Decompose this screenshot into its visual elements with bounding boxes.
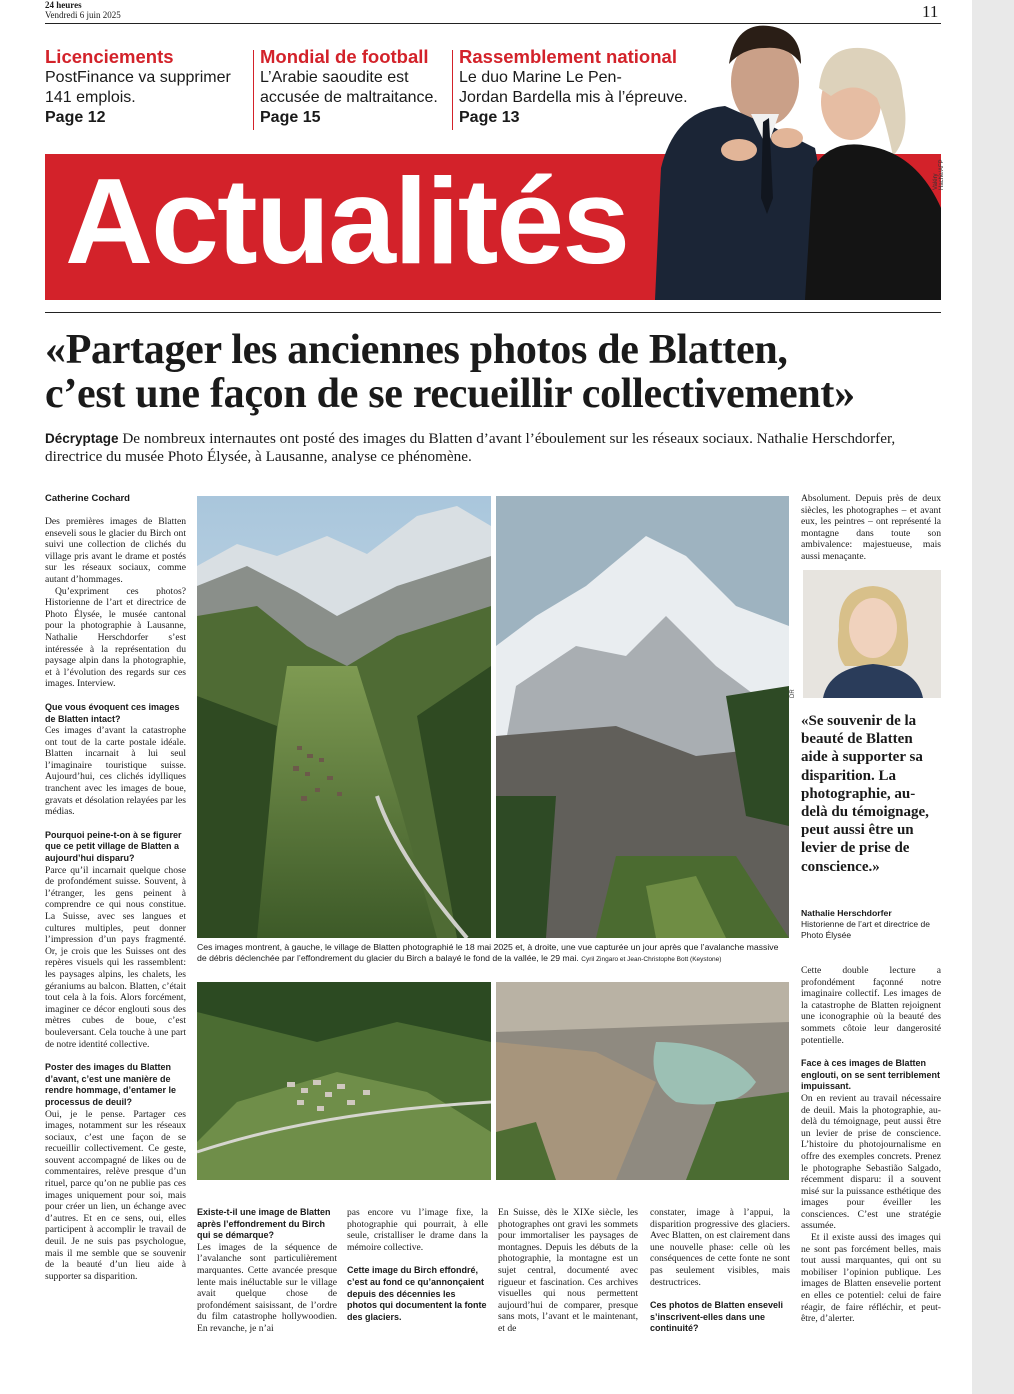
- blatten-before-valley-photo: [197, 496, 491, 938]
- blatten-after-debris-photo: [496, 496, 789, 938]
- article-column-4: [498, 1207, 638, 1335]
- teaser-text: Jordan Bardella mis à l’épreuve.: [459, 89, 688, 106]
- interview-question: Ces photos de Blatten enseveli s’inscrivent-elles dans une continuité?: [650, 1300, 784, 1334]
- paragraph: Qu’expriment ces photos? Historienne de l’art et directrice de Photo Élysée, le musée cantonal pour la photographie à Lausanne, Nathalie Herschdorfer s’est intéressée à la représentation du paysage alpin dans la photographie, et à l’évolution des regards sur ces images. Interview.: [45, 585, 186, 690]
- paragraph: Des premières images de Blatten enseveli sous le glacier du Birch ont suivi une collection de clichés du village pris avant le drame et postés sur les réseaux sociaux, comme autant d’hommages.: [45, 516, 186, 585]
- interview-question: Pourquoi peine-t-on à se figurer que ce petit village de Blatten a aujourd’hui disparu?: [45, 829, 182, 864]
- blatten-aerial-before-photo: [197, 982, 491, 1180]
- teaser-title: Mondial de football: [260, 46, 429, 67]
- article-headline: [45, 328, 855, 416]
- article-column-5: [650, 1207, 790, 1335]
- paragraph: Ces images d’avant la catastrophe ont tout de la carte postale idéale. Blatten incarnait à lui seul l’imaginaire touristique suisse. Aujourd’hui, ces clichés idylliques tranchent avec les images de boue, gravats et désolation relayées par les médias.: [45, 725, 186, 818]
- pull-quote-name: Nathalie Herschdorfer: [801, 908, 892, 918]
- newspaper-name: 24 heures: [45, 0, 82, 10]
- teaser-text: 141 emplois.: [45, 89, 136, 106]
- kicker: Décryptage: [45, 431, 119, 446]
- interview-question: Existe-t-il une image de Blatten après l’effondrement du Birch qui se démarque?: [197, 1207, 331, 1241]
- issue-date: Vendredi 6 juin 2025: [45, 10, 121, 20]
- interview-question: Que vous évoquent ces images de Blatten intact?: [45, 701, 180, 724]
- teaser-title: Licenciements: [45, 46, 174, 67]
- herschdorfer-portrait: [803, 570, 941, 698]
- interview-question: Poster des images du Blatten d’avant, c’est une manière de rendre hommage, d’entamer le processus de deuil?: [45, 1062, 177, 1107]
- paragraph: En Suisse, dès le XIXe siècle, les photographes ont gravi les sommets pour immortaliser les paysages de montagnes. Depuis les débuts de la photographie, la montagne est un sujet central, documenté avec rigueur et fascination. Ces archives visuelles qui nous permettent aujourd’hui de comparer, presque sans mots, l’avant et le maintenant, et de: [498, 1207, 638, 1334]
- headline-line: «Partager les anciennes photos de Blatten,: [45, 327, 788, 373]
- pull-quote-role: Historienne de l’art et directrice de Photo Élysée: [801, 919, 930, 940]
- teaser-divider: [452, 50, 453, 130]
- interview-question: Face à ces images de Blatten englouti, on se sent terriblement impuissant.: [801, 1058, 941, 1092]
- standfirst: [45, 430, 935, 466]
- teaser-page: Page 13: [459, 109, 520, 126]
- paragraph: Cette double lecture a profondément façonné notre imaginaire collectif. Les images de la catastrophe de Blatten rejoignent une iconographie où la beauté des sommets côtoie leur dangerosité potentielle.: [801, 965, 941, 1046]
- teaser-rassemblement[interactable]: [459, 46, 688, 128]
- paragraph: Oui, je le pense. Partager ces images, notamment sur les réseaux sociaux, c’est une façon de se recueillir collectivement. Ce geste, souvent accompagné de likes ou de commentaires, relève presque d’un rituel, parce qu’on ne publie pas ces images uniquement pour soi, mais pour créer un lien, un échange avec d’autres. Et en ce sens, oui, elles participent à accomplir le travail de deuil. Je ne suis pas psychologue, mais il me semble que se souvenir de la beauté d’un lieu aide à supporter sa disparition.: [45, 1108, 186, 1282]
- teaser-mondial[interactable]: [260, 46, 438, 128]
- paragraph: constater, image à l’appui, la disparition progressive des glaciers. Avec Blatten, on est clairement dans une nouvelle phase: celle où les conséquences de cette fonte ne sont pas seulement visibles, mais destructrices.: [650, 1207, 790, 1288]
- masthead: [45, 0, 121, 20]
- paragraph: Les images de la séquence de l’avalanche sont particulièrement marquantes. Cette avancée presque lente mais inéluctable sur le village avait quelque chose de profondément saisissant, de l’ordre du film catastrophe hollywoodien. En revanche, je n’ai: [197, 1241, 337, 1334]
- paragraph: Parce qu’il incarnait quelque chose de profondément suisse. Souvent, à l’étranger, les gens peinent à comprendre ce qui nous constitue. La Suisse, avec ses langues et cultures multiples, peut donner l’impression d’un pays fragmenté. Or, je crois que les Suisses ont des repères visuels qui les rassemblent: les paysages alpins, les chalets, les géraniums au balcon. Blatten, c’était tout cela à la fois. Alors forcément, imaginer ce décor englouti sous des mètres cubes de boue, c’est bouleversant. Cela touche à une part de notre identité collective.: [45, 864, 186, 1050]
- caption-credit: Cyril Zingaro et Jean-Christophe Bott (Keystone): [581, 956, 722, 963]
- paragraph: On en revient au travail nécessaire de deuil. Mais la photographie, au-delà du témoignage, peut aussi être un levier de prise de conscience. L’histoire du photojournalisme en offre des exemples concrets. Prenez le photographe Sebastião Salgado, récemment disparu: il a souvent misé sur la puissance esthétique des images pour éveiller les consciences. C’est une stratégie assumée.: [801, 1092, 941, 1232]
- caption-text: Ces images montrent, à gauche, le village de Blatten photographié le 18 mai 2025 et, à droite, une vue capturée un jour après que l’avalanche massive de débris déclenchée par l’effondrement du glacier du Birch a balayé le fond de la vallée, le 29 mai.: [197, 942, 779, 963]
- teaser-page: Page 12: [45, 109, 106, 126]
- pull-quote: «Se souvenir de la beauté de Blatten aide à supporter sa disparition. La photographie, au-delà du témoignage, peut aussi être un levier de prise de conscience.»: [801, 713, 929, 875]
- headline-line: c’est une façon de se recueillir collectivement»: [45, 371, 855, 417]
- teaser-divider: [253, 50, 254, 130]
- paragraph: Et il existe aussi des images qui ne sont pas forcément belles, mais tout aussi marquantes, qui ont su mobiliser l’opinion publique. Les images de Blatten ensevelie portent en elles ce potentiel: celui de faire réagir, de faire réfléchir, et peut-être, d’alerter.: [801, 1232, 941, 1325]
- article-column-1: [45, 516, 186, 1282]
- section-rule: [45, 312, 941, 313]
- paragraph: Absolument. Depuis près de deux siècles, les photographes – et avant eux, les peintres – ont représenté la montagne dans toute son ambivalence: majestueuse, mais aussi menaçante.: [801, 493, 941, 562]
- politicians-photo: [655, 18, 941, 300]
- page-number: 11: [922, 2, 939, 21]
- photo-caption: [197, 942, 789, 965]
- teaser-text: L’Arabie saoudite est: [260, 69, 409, 86]
- teaser-text: Le duo Marine Le Pen-: [459, 69, 622, 86]
- section-title: Actualités: [65, 153, 629, 289]
- article-column-6-top: [801, 493, 941, 563]
- standfirst-text: De nombreux internautes ont posté des images du Blatten d’avant l’éboulement sur les réseaux sociaux. Nathalie Herschdorfer, directrice du musée Photo Élysée, à Lausanne, analyse ce phénomène.: [45, 430, 896, 465]
- pull-quote-attribution: [801, 908, 941, 941]
- article-column-6-bottom: [801, 965, 941, 1325]
- article-column-3: [347, 1207, 488, 1323]
- teaser-title: Rassemblement national: [459, 46, 677, 67]
- teaser-text: PostFinance va supprimer: [45, 69, 231, 86]
- blatten-aerial-after-photo: [496, 982, 789, 1180]
- portrait-credit: DR: [790, 689, 796, 698]
- interview-question: Cette image du Birch effondré, c’est au fond ce qu’annonçaient depuis des décennies les photos qui documentent la fonte des glaciers.: [347, 1265, 487, 1322]
- banner-photo-credit: Valéry Hache/AFP: [933, 159, 945, 190]
- paragraph: pas encore vu l’image fixe, la photographie qui pourrait, à elle seule, cristalliser le drame dans la mémoire collective.: [347, 1207, 488, 1253]
- teaser-licenciements[interactable]: [45, 46, 231, 128]
- article-column-2: [197, 1207, 337, 1335]
- teaser-text: accusée de maltraitance.: [260, 89, 438, 106]
- byline: Catherine Cochard: [45, 493, 130, 504]
- teaser-page: Page 15: [260, 109, 321, 126]
